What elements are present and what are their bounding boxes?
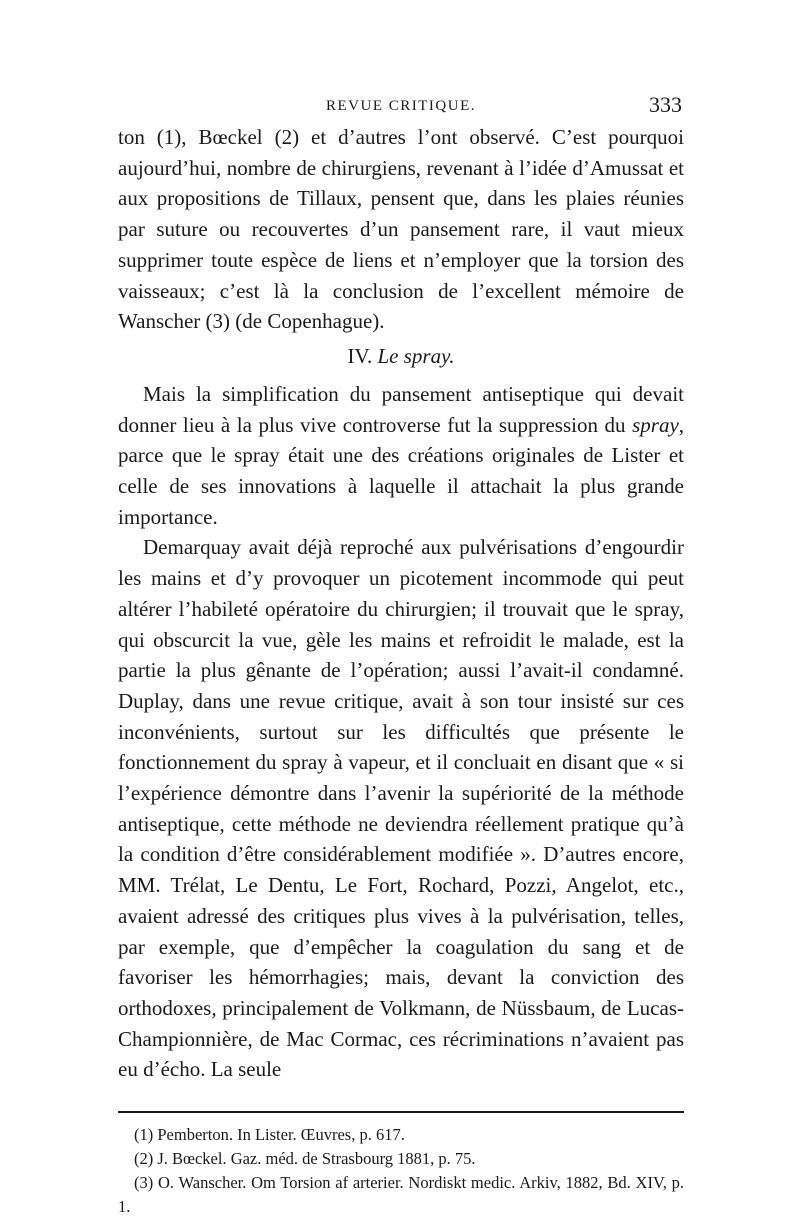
paragraph-spray-intro-start: Mais la simplification du pansement antiseptique qui devait donner lieu à la plus vive controverse fut la suppression du (118, 381, 684, 437)
paragraph-continuation: ton (1), Bœckel (2) et d’autres l’ont observé. C’est pourquoi aujourd’hui, nombre de chirurgiens, revenant à l’idée d’Amussat et aux propositions de Tillaux, pensent que, dans les plaies réunies par suture ou recouvertes d’un pansement rare, il vaut mieux supprimer toute espèce de liens et n’employer que la torsion des vaisseaux; c’est là la conclusion de l’excellent mémoire de Wanscher (3) (de Copenhague). (118, 125, 684, 334)
section-title: Le spray. (377, 343, 455, 368)
running-title: REVUE CRITIQUE. (326, 98, 476, 114)
section-heading (118, 341, 684, 371)
footnote-3: (3) O. Wanscher. Om Torsion af arterier. Nordiskt medic. Arkiv, 1882, Bd. XIV, p. 1. (118, 1173, 684, 1217)
section-number: IV. (347, 343, 373, 368)
page-number: 333 (649, 92, 682, 117)
footnote-rule (118, 1111, 684, 1113)
running-head (118, 92, 684, 122)
paragraph-spray-intro (118, 379, 684, 533)
paragraph-critiques: Demarquay avait déjà reproché aux pulvérisations d’engourdir les mains et d’y provoquer un picotement incommode qui peut altérer l’habileté opératoire du chirurgien; il trouvait que le spray, qui obscurcit la vue, gèle les mains et refroidit le malade, est la partie la plus gênante de l’opération; aussi l’avait-il condamné. Duplay, dans une revue critique, avait à son tour insisté sur ces inconvénients, surtout sur les difficultés que présente le fonctionnement du spray à vapeur, et il concluait en disant que « si l’expérience démontre dans l’avenir la supériorité de la méthode antiseptique, cette méthode ne deviendra réellement pratique qu’à la condition d’être considérablement modifiée ». D’autres encore, MM. Trélat, Le Dentu, Le Fort, Rochard, Pozzi, Angelot, etc., avaient adressé des critiques plus vives à la pulvérisation, telles, par exemple, que d’empêcher la coagulation du sang et de favoriser les hémorrhagies; mais, devant la conviction des orthodoxes, principalement de Volkmann, de Nüssbaum, de Lucas-Championnière, de Mac Cormac, ces récriminations n’avaient pas eu d’écho. La seule (118, 535, 684, 1082)
footnote-2: (2) J. Bœckel. Gaz. méd. de Strasbourg 1881, p. 75. (134, 1149, 476, 1169)
body-text (118, 122, 684, 1085)
footnotes (118, 1123, 684, 1219)
paragraph-spray-intro-end: , parce que le spray était une des créations originales de Lister et celle de ses innovations à laquelle il attachait la plus grande importance. (118, 412, 685, 529)
footnote-1: (1) Pemberton. In Lister. Œuvres, p. 617. (134, 1125, 405, 1145)
italic-term-spray: spray (632, 412, 679, 437)
document-page (118, 92, 684, 1219)
